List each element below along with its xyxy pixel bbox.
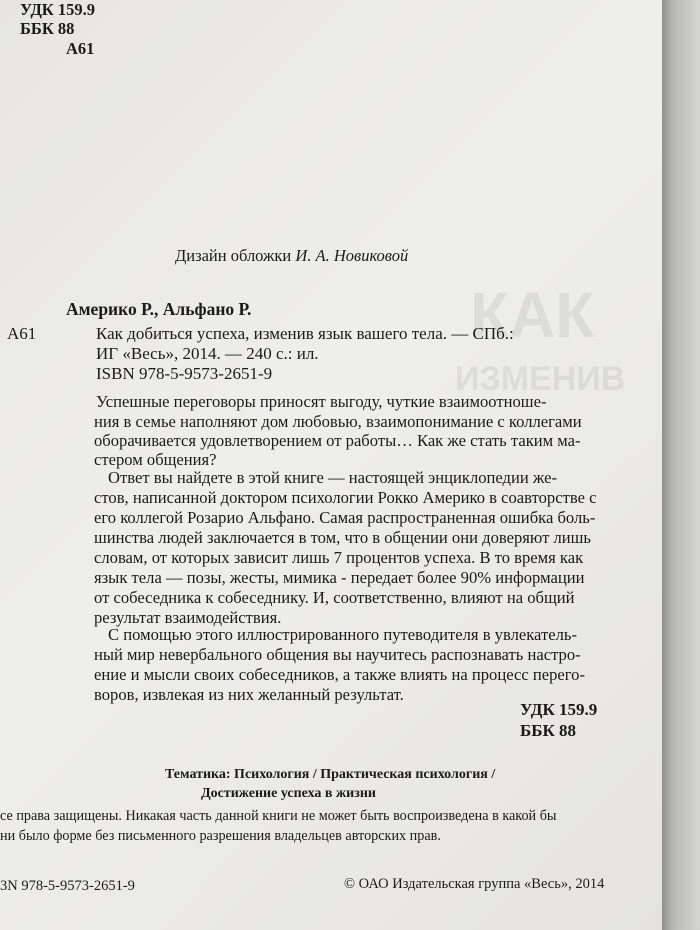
- cover-design-credit: [175, 246, 408, 266]
- show-through-text: ИЗМЕНИВ: [455, 360, 626, 398]
- text-line: воров, извлекая из них желанный результат.: [94, 685, 404, 704]
- annotation-paragraph-3: [94, 626, 604, 706]
- subject-line-1: Тематика: Психология / Практическая психология /: [165, 767, 496, 782]
- title-line: Как добиться успеха, изменив язык вашего тела. — СПб.:: [96, 324, 514, 343]
- rights-notice-line-1: се права защищены. Никакая часть данной книги не может быть воспроизведена в какой бы: [0, 808, 557, 824]
- bbk-code-bottom: ББК 88: [520, 721, 577, 740]
- text-line: результат взаимодействия.: [94, 608, 282, 627]
- text-line: стером общения?: [94, 450, 217, 469]
- cover-designer-name: И. А. Новиковой: [295, 246, 409, 265]
- text-line: язык тела — позы, жесты, мимика - передает более 90% информации: [94, 568, 585, 587]
- text-line: Успешные переговоры приносят выгоду, чуткие взаимоотноше-: [96, 392, 547, 411]
- rights-notice-line-2: ни было форме без письменного разрешения владельцев авторских прав.: [0, 828, 441, 844]
- isbn-line: ISBN 978-5-9573-2651-9: [96, 364, 273, 383]
- authors: Америко Р., Альфано Р.: [66, 299, 252, 319]
- publisher-line: ИГ «Весь», 2014. — 240 с.: ил.: [96, 344, 319, 363]
- text-line: словам, от которых зависит лишь 7 процентов успеха. В то время как: [94, 548, 584, 567]
- udk-code-top: УДК 159.9: [20, 0, 96, 19]
- text-line: оборачивается удовлетворением от работы… Как же стать таким ма-: [94, 431, 581, 450]
- text-line: ный мир невербального общения вы научитесь распознавать настро-: [94, 645, 581, 664]
- footer-isbn: 3N 978-5-9573-2651-9: [0, 878, 135, 894]
- udk-code-bottom: УДК 159.9: [520, 700, 598, 719]
- text-line: ение и мысли своих собеседников, а также влиять на процесс перего-: [94, 665, 585, 684]
- subject-line-2: Достижение успеха в жизни: [201, 786, 376, 801]
- page-edge-shadow: [662, 0, 700, 930]
- text-line: от собеседника к собеседнику. И, соответственно, влияют на общий: [94, 588, 575, 607]
- text-line: С помощью этого иллюстрированного путеводителя в увлекатель-: [108, 625, 577, 644]
- text-line: ния в семье наполняют дом любовью, взаимопонимание с коллегами: [94, 412, 582, 431]
- text-line: шинства людей заключается в том, что в общении они доверяют лишь: [94, 528, 591, 547]
- copyright-notice: © ОАО Издательская группа «Весь», 2014: [344, 876, 605, 892]
- text-line: стов, написанной доктором психологии Рокко Америко в соавторстве с: [94, 488, 597, 507]
- author-mark: А61: [7, 324, 37, 343]
- show-through-text: КАК: [470, 279, 595, 351]
- text-line: его коллегой Розарио Альфано. Самая распространенная ошибка боль-: [94, 508, 596, 527]
- text-line: Ответ вы найдете в этой книге — настоящей энциклопедии же-: [108, 468, 558, 487]
- bbk-code-top: ББК 88: [20, 19, 75, 38]
- annotation-paragraph-2: [94, 469, 599, 629]
- author-mark-top: А61: [66, 39, 95, 58]
- cover-design-label: Дизайн обложки: [175, 246, 292, 265]
- annotation-paragraph-1: [94, 393, 589, 473]
